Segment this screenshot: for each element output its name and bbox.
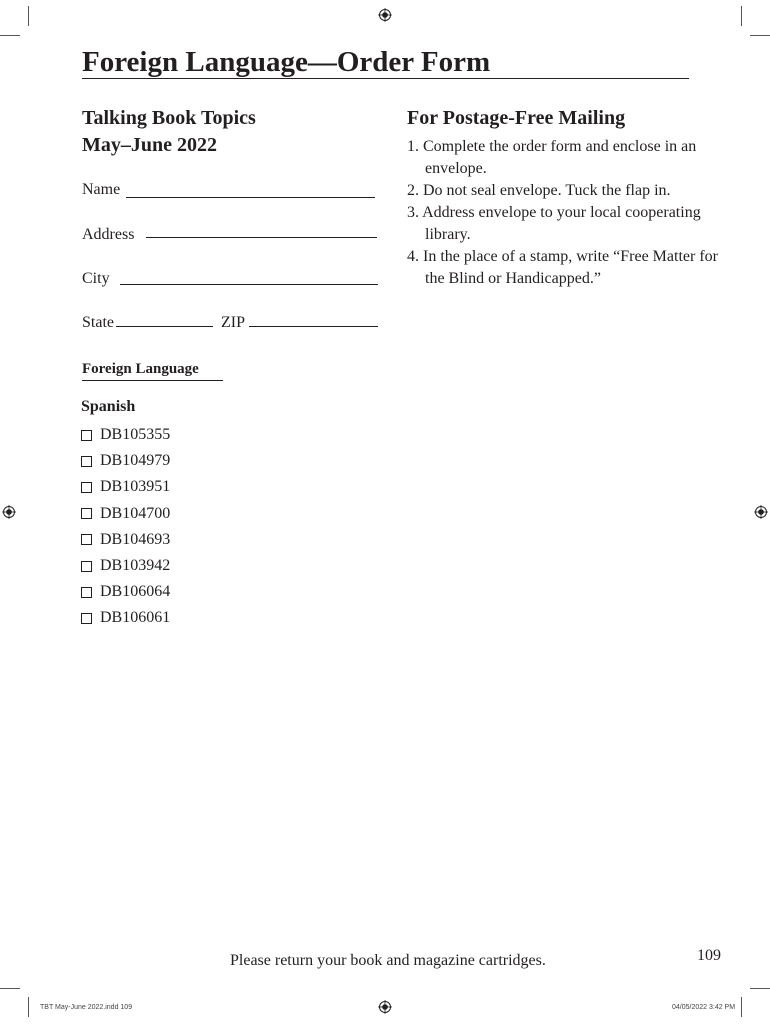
book-number: DB106061	[100, 609, 171, 627]
registration-mark-icon	[754, 505, 768, 519]
mailing-steps	[407, 136, 737, 290]
book-number: DB104979	[100, 452, 171, 470]
crop-mark	[28, 997, 29, 1017]
crop-mark	[741, 997, 742, 1017]
state-label: State	[82, 314, 114, 331]
crop-mark	[750, 35, 770, 36]
book-checkbox[interactable]	[81, 587, 92, 598]
mailing-heading: For Postage-Free Mailing	[407, 107, 626, 129]
list-item	[81, 579, 170, 605]
mailing-step: 2. Do not seal envelope. Tuck the flap in.	[407, 182, 671, 199]
book-number: DB104693	[100, 530, 171, 548]
list-item	[81, 448, 170, 474]
city-label: City	[82, 270, 110, 287]
book-number: DB104700	[100, 504, 171, 522]
list-item	[81, 605, 170, 631]
list-item	[81, 501, 170, 527]
heading-line-1: Talking Book Topics	[82, 107, 256, 129]
crop-mark	[750, 988, 770, 989]
crop-mark	[741, 6, 742, 26]
name-field[interactable]	[126, 197, 375, 198]
book-checkbox[interactable]	[81, 508, 92, 519]
state-field[interactable]	[116, 326, 213, 327]
mailing-step: 4. In the place of a stamp, write “Free Matter for the Blind or Handicapped.”	[407, 248, 718, 287]
book-checkbox[interactable]	[81, 534, 92, 545]
section-label: Foreign Language	[82, 360, 223, 381]
slug-timestamp: 04/05/2022 3:42 PM	[672, 1004, 736, 1011]
book-number: DB105355	[100, 426, 171, 444]
crop-mark	[0, 988, 20, 989]
list-item	[81, 474, 170, 500]
book-checkbox[interactable]	[81, 430, 92, 441]
list-item	[81, 527, 170, 553]
book-number: DB103951	[100, 478, 171, 496]
book-checkbox[interactable]	[81, 456, 92, 467]
mailing-step: 1. Complete the order form and enclose in an envelope.	[407, 138, 697, 177]
book-list	[81, 422, 170, 632]
book-checkbox[interactable]	[81, 613, 92, 624]
language-label: Spanish	[81, 398, 136, 415]
zip-field[interactable]	[249, 326, 378, 327]
address-label: Address	[82, 226, 135, 243]
left-heading	[82, 105, 256, 159]
list-item	[81, 553, 170, 579]
registration-mark-icon	[378, 8, 392, 22]
heading-line-2: May–June 2022	[82, 134, 217, 156]
page-number: 109	[697, 947, 721, 964]
footer-note: Please return your book and magazine cartridges.	[230, 952, 546, 969]
name-label: Name	[82, 181, 121, 198]
list-item	[81, 422, 170, 448]
book-number: DB103942	[100, 557, 171, 575]
zip-label: ZIP	[221, 314, 245, 331]
registration-mark-icon	[2, 505, 16, 519]
book-checkbox[interactable]	[81, 561, 92, 572]
city-field[interactable]	[120, 284, 378, 285]
crop-mark	[28, 6, 29, 26]
address-field[interactable]	[146, 237, 377, 238]
book-number: DB106064	[100, 583, 171, 601]
slug-file-info: TBT May-June 2022.indd 109	[40, 1004, 133, 1011]
mailing-step: 3. Address envelope to your local cooperating library.	[407, 204, 701, 243]
crop-mark	[0, 35, 20, 36]
registration-mark-icon	[378, 1000, 392, 1014]
book-checkbox[interactable]	[81, 482, 92, 493]
page-title: Foreign Language—Order Form	[82, 46, 689, 79]
